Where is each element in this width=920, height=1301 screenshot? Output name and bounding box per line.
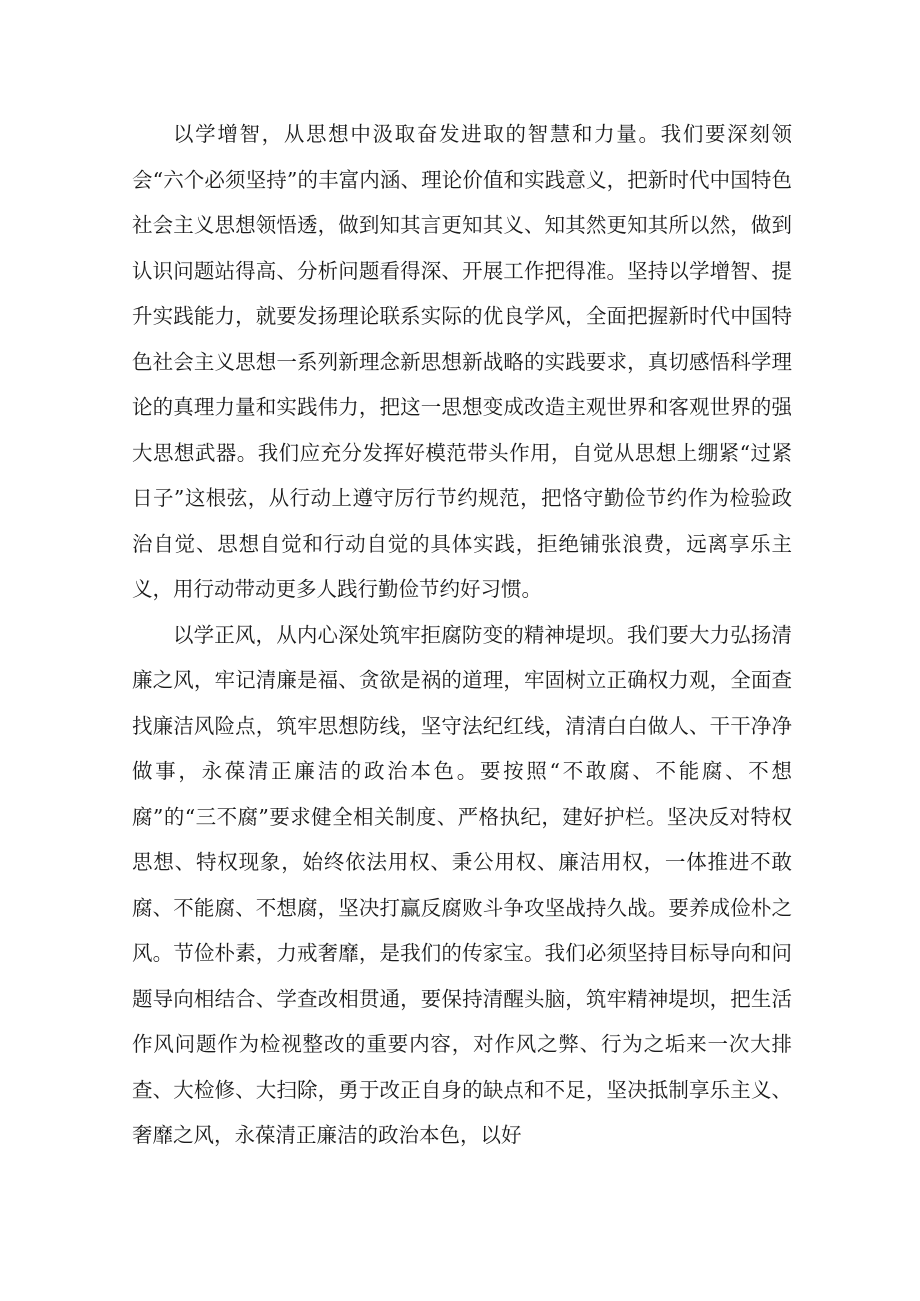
- body-text: [132, 112, 792, 1159]
- paragraph-study-integrity: 以学正风，从内心深处筑牢拒腐防变的精神堤坝。我们要大力弘扬清廉之风，牢记清廉是福、贪欲是祸的道理，牢固树立正确权力观，全面查找廉洁风险点，筑牢思想防线，坚守法纪红线，清清白白做人、干干净净做事，永葆清正廉洁的政治本色。要按照“不敢腐、不能腐、不想腐”的“三不腐”要求健全相关制度、严格执纪，建好护栏。坚决反对特权思想、特权现象，始终依法用权、秉公用权、廉洁用权，一体推进不敢腐、不能腐、不想腐，坚决打赢反腐败斗争攻坚战持久战。要养成俭朴之风。节俭朴素，力戒奢靡，是我们的传家宝。我们必须坚持目标导向和问题导向相结合、学查改相贯通，要保持清醒头脑，筑牢精神堤坝，把生活作风问题作为检视整改的重要内容，对作风之弊、行为之垢来一次大排查、大检修、大扫除，勇于改正自身的缺点和不足，坚决抵制享乐主义、奢靡之风，永葆清正廉洁的政治本色，以好: [132, 622, 792, 1147]
- paragraph-study-wisdom: 以学增智，从思想中汲取奋发进取的智慧和力量。我们要深刻领会“六个必须坚持”的丰富内涵、理论价值和实践意义，把新时代中国特色社会主义思想领悟透，做到知其言更知其义、知其然更知其所以然，做到认识问题站得高、分析问题看得深、开展工作把得准。坚持以学增智、提升实践能力，就要发扬理论联系实际的优良学风，全面把握新时代中国特色社会主义思想一系列新理念新思想新战略的实践要求，真切感悟科学理论的真理力量和实践伟力，把这一思想变成改造主观世界和客观世界的强大思想武器。我们应充分发挥好模范带头作用，自觉从思想上绷紧“过紧日子”这根弦，从行动上遵守厉行节约规范，把恪守勤俭节约作为检验政治自觉、思想自觉和行动自觉的具体实践，拒绝铺张浪费，远离享乐主义，用行动带动更多人践行勤俭节约好习惯。: [132, 122, 792, 601]
